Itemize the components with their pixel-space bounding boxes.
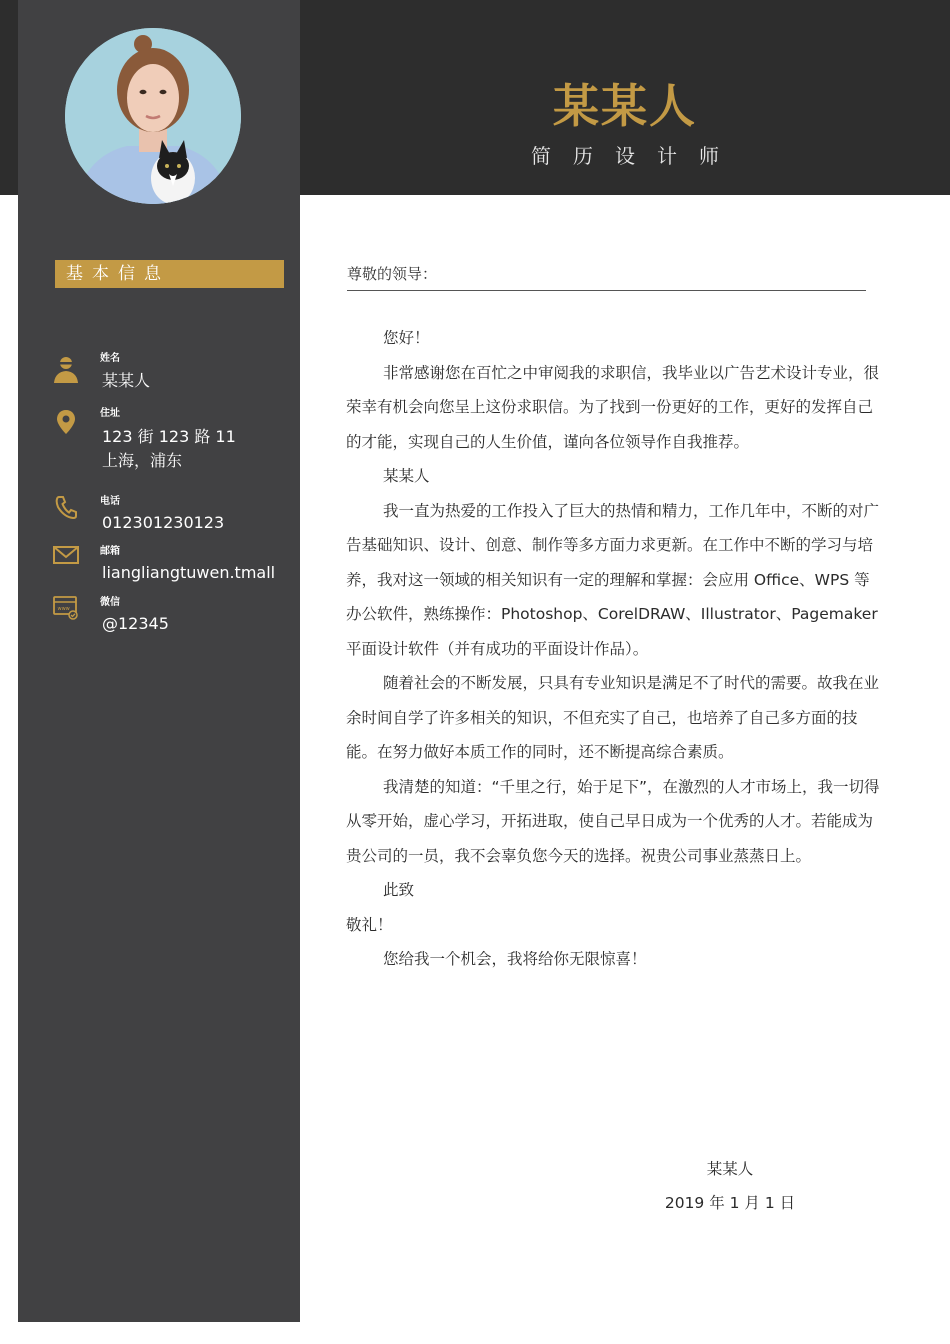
signature-date: 2019 年 1 月 1 日 [664,1194,796,1212]
letter-greeting: 尊敬的领导： [347,265,438,283]
field-value-address-line2: 上海，浦东 [102,451,183,470]
letter-paragraph: 我一直为热爱的工作投入了巨大的热情和精力，工作几年中，不断的对广告基础知识、设计、创意、制作等多方面力求更新。在工作中不断的学习与培养，我对这一领域的相关知识有一定的理解和掌握：会应用 Office、WPS 等办公软件，熟练操作：Photoshop、CorelDRAW、Illustrator、Pagemaker 平面设计软件（并有成功的平面设计作品）。 [346,501,880,658]
envelope-icon [52,541,80,569]
letter-salute: 敬礼！ [346,915,393,934]
phone-icon [52,493,80,521]
field-value-phone: 012301230123 [102,513,225,532]
greeting-divider [347,290,866,291]
location-pin-icon [52,408,80,436]
field-label-phone: 电话 [100,496,120,507]
field-label-name: 姓名 [100,353,120,364]
field-value-wechat: @12345 [102,614,169,633]
section-title-basic-info: 基本信息 [55,260,284,288]
letter-paragraph: 我清楚的知道：“千里之行，始于足下”，在激烈的人才市场上，我一切得从零开始，虚心学习，开拓进取，使自己早日成为一个优秀的人才。若能成为贵公司的一员，我不会辜负您今天的选择。祝贵公司事业蒸蒸日上。 [346,777,880,865]
letter-paragraph: 随着社会的不断发展，只具有专业知识是满足不了时代的需要。故我在业余时间自学了许多相关的知识，不但充实了自己，也培养了自己多方面的技能。在努力做好本质工作的同时，还不断提高综合素质。 [346,674,880,761]
letter-paragraph: 非常感谢您在百忙之中审阅我的求职信，我毕业以广告艺术设计专业，很荣幸有机会向您呈上这份求职信。为了找到一份更好的工作，更好的发挥自己的才能，实现自己的人生价值，谨向各位领导作自我推荐。 [346,363,880,451]
letter-paragraph: 您好！ [383,329,430,347]
candidate-name: 某某人 [553,79,697,133]
field-value-address-line1: 123 街 123 路 11 [102,427,236,446]
svg-text:www: www [57,606,70,612]
field-value-email: liangliangtuwen.tmall [102,563,276,582]
signature-name: 某某人 [706,1160,754,1178]
avatar [65,28,241,204]
letter-body [346,321,881,977]
letter-paragraph: 某某人 [383,467,430,485]
field-label-address: 住址 [100,408,120,419]
person-icon [52,355,80,383]
field-label-wechat: 微信 [100,597,120,608]
wechat-icon [52,594,80,622]
field-value-name: 某某人 [102,371,151,390]
field-label-email: 邮箱 [100,546,120,557]
job-title: 简历设计师 [531,144,741,168]
letter-paragraph: 此致 [383,881,415,899]
letter-closing: 您给我一个机会，我将给你无限惊喜！ [383,950,647,968]
